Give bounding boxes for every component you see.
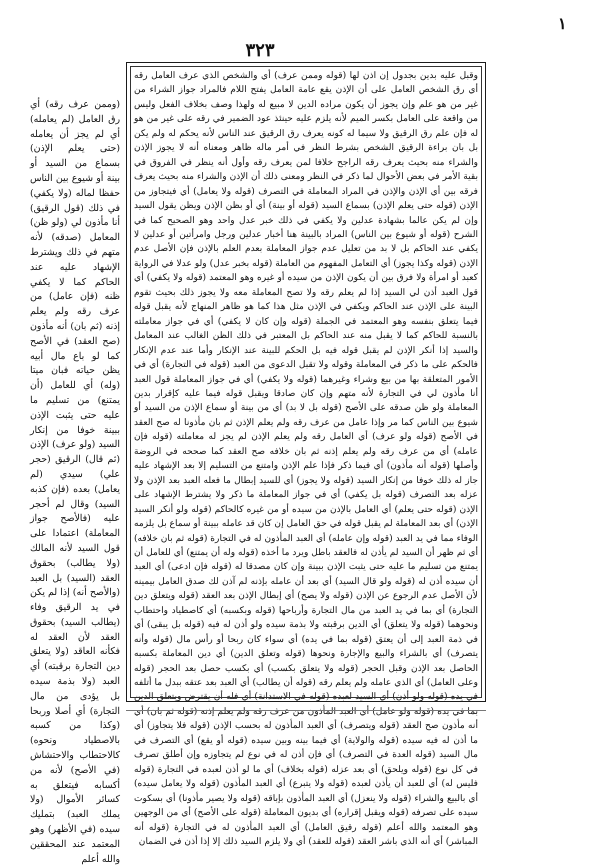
bottom-rule — [126, 710, 486, 711]
page-number: ٣٢٣ — [245, 40, 275, 61]
main-body-text: وقبل عليه بدين بجدول إن اذن لها (قوله وممن عرف) أي والشخص الذي عرف العامل رقه أي رق الشخص العامل على أن الإذن يقع عامة العامل يفتح اللام فالمراد جواز الشراء من غير من هو علم وإن يجوز أن يكون مراده الدين لا مبيع له ولهذا وصف بخلاف الفعل وليس من واقعة على العامل بكسر الميم لأنه يلزم عليه حينئذ عود الضمير في رقه على غير من هو له فإن علم رق الرقيق ولا سيما له كونه يعرف رق الرقيق عند الناس لأنه يحكم له ولم يكن بل بان براءة الرقيق الشخص بشرط النظر في أمر ماله ظاهر ومعناه أنه لا يجوز الإذن والشراء منه بحيث يعرف رقه الراجح خلافا لمن يعرف رقه وأول أنه ينظر في الفروق في بقية الأمر في بعض الأحوال لما ذكر في النظر ومعنى ذلك أن الإذن والشراء منه بحيث يعرف فرقه بين أي الإذن والإذن في المراد المعاملة في التصرف (قوله ولا يعامل) أي فيتجاوز من الإذن (قوله حتى يعلم الإذن) بسماع السيد (قوله أو بينة) أي أو بظن الإذن ويظن يقول السيد وإن لم يكن عالما بشهادة عدلين ولا يكفي في ذلك خبر عدل واحد وهو الصحيح كما في الشرح (قوله أو شيوع بين الناس) المراد بالبينة هنا أخبار عدلين ورجل وامرأتين أو عدلين لا يكفي عند الحاكم بل لا بد من تعليل عدم جواز المعاملة بعدم العلم بالإذن فإن الأصل عدم الإذن (قوله وكذا يجوز) أي التعامل المفهوم من العاملة (قوله بخبر عدل) ولو عدلا في الرواية كعبد أو امرأة ولا فرق بين أن يكون الإذن من سيده أو غيره وهو المعتمد (قوله ولا يكفي) أي قول العبد أذن لي السيد إذا لم يعلم رقه ولا تصح المعاملة معه ولا يجوز ذلك بحيث تقوم البينة على الإذن عند الحاكم ويكفي في الإذن مثل هذا كما هو ظاهر المنهاج لأنه يقبل قوله فيما يتعلق بنفسه وهو المعتمد في الجملة (قوله وإن كان لا يكفي) أي في جواز معاملته بالنسبة للحاكم كما لا يقبل منه عند الحاكم بل المعتبر في ذلك الظن الغالب عند المعامل والسيد إذا أنكر الإذن لم يقبل قوله فيه بل الحكم للبينة عند الإنكار وأما عند عدم الإنكار فالحكم على ما ذكر في المعاملة وقوله ولا تقبل الدعوى من العبد (قوله في التجارة) أي في الأمور المتعلقة بها من بيع وشراء وغيرهما (قوله ولا يكفي) أي في جواز المعاملة قول العبد أنا مأذون لي في التجارة لأنه متهم وإن كان صادقا ويقبل قوله فيما عليه كإقرار بدين المعاملة ولو ظن صدقه على الأصح (قوله بل لا بد) أي من بينة أو سماع الإذن من السيد أو شيوع بين الناس كما مر وإذا عامل من عرف رقه ولم يعلم الإذن ثم بان مأذونا له صح العقد في الأصح (قوله ولو عرف) أي العامل رقه ولم يعلم الإذن لم يجز له معاملته (قوله فإن عامله) أي من عرف رقه ولم يعلم إذنه ثم بان خلافه صح العقد كما صححه في الروضة وأصلها (قوله أنه مأذون) أي فيما ذكر فإذا علم الإذن وامتنع من التسليم إلا بعد الإشهاد عليه جاز له ذلك خوفا من إنكار السيد (قوله ولا يجوز) أي للسيد إبطال ما فعله العبد بعد الإذن ولا عزله بعد التصرف (قوله بل يكفي) أي في جواز المعاملة ما ذكر ولا يشترط الإشهاد على الإذن (قوله حتى يعلم) أي العامل بالإذن من سيده أو من غيره كالحاكم (قوله ولو أنكر السيد الإذن) أي بعد المعاملة لم يقبل قوله في حق العامل إن كان قد عامله ببينة أو سماع بل يلزمه الوفاء مما في يد العبد (قوله وإن عامله) أي العبد المأذون له في التجارة (قوله ثم بان خلافه) أي ثم ظهر أن السيد لم يأذن له فالعقد باطل ويرد ما أخذه (قوله وله أن يمتنع) أي للعامل أن يمتنع من تسليم ما عليه حتى يثبت الإذن ببينة وإن كان مصدقا له (قوله فإن ادعى) أي العبد أن سيده أذن له (قوله ولو قال السيد) أي بعد أن عامله بإذنه لم آذن لك صدق العامل بيمينه لأن الأصل عدم الرجوع عن الإذن (قوله ولا يصح) أي إبطال الإذن بعد العقد (قوله ويتعلق دين التجارة) أي بما في يد العبد من مال التجارة وأرباحها (قوله وبكسبه) أي كاصطياد واحتطاب ونحوهما (قوله ولا يتعلق) أي الدين برقبته ولا بذمة سيده ولو أذن له فيه (قوله بل يبقى) أي في ذمة العبد إلى أن يعتق (قوله بما في يده) أي سواء كان ربحا أو رأس مال (قوله وأنه يتصرف) أي بالشراء والبيع والإجارة ونحوها (قوله وتعلق الدين) أي دين المعاملة بكسبه الحاصل بعد الإذن وقبل الحجر (قوله ولا يتعلق بكسب) أي بكسب حصل بعد الحجر (قوله وعلى العامل) أي الذي عامله ولم يعلم رقه (قوله أن يطالب) أي العبد بعد عتقه ببدل ما أتلفه في يده (قوله ولو أذن) أي السيد لعبده (قوله في الاستدانة) أي فله أن يقترض ويتعلق الدين بما في يده (قوله ولو عامل) أي العبد المأذون من عرف رقه ولم يعلم إذنه (قوله ثم بان) أي أنه مأذون صح العقد (قوله ويتصرف) أي العبد المأذون له بحسب الإذن (قوله فلا يتجاوز) أي ما أذن له فيه سيده (قوله والولاية) أي فيما بينه وبين سيده (قوله أو يقع) أي التصرف في مال السيد (قوله العدة في التصرف) أي فإن أذن له في نوع لم يتجاوزه وإن أطلق تصرف في كل نوع (قوله ويلحق) أي بعد عزله (قوله بخلاف) أي ما لو أذن لعبده في التجارة (قوله فليس له) أي للعبد أن يأذن لعبده (قوله ولا يتبرع) أي العبد المأذون (قوله ولا يعامل سيده) أي بالبيع والشراء (قوله ولا ينعزل) أي العبد المأذون بإباقه (قوله ولا يصير مأذونا) أي بسكوت سيده على تصرفه (قوله ويقبل إقراره) أي بديون المعاملة (قوله على الأصح) أي من الوجهين وهو المعتمد والله أعلم (قوله رقيق العامل) أي العبد المأذون له في التجارة (قوله أنه المباشر) أي أنه الذي باشر العقد (قوله للعقد) أي ولا يلزم السيد ذلك إلا إذا أذن في الضمان — [134, 71, 478, 848]
page-corner-mark: ١ — [558, 14, 567, 33]
marginal-body-text: (وممن عرف رقه) أي رق العامل (لم يعامله) أي لم يجز أن يعامله (حتى يعلم الإذن) بسماع من السيد أو بينة أو شيوع بين الناس حفظا لماله (ولا يكفي) في ذلك (قول الرقيق) أنا مأذون لي (ولو ظن) المعامل (صدقه) لأنه متهم في ذلك ويشترط الإشهاد عليه عند الحاكم كما لا يكفي ظنه (فإن عامل) من عرف رقه ولم يعلم إذنه (ثم بان) أنه مأذون (صح العقد) في الأصح كما لو باع مال أبيه يظن حياته فبان ميتا (وله) أي للعامل (أن يمتنع) من تسليم ما عليه حتى يثبت الإذن ببينة خوفا من إنكار السيد (ولو عرف) الإذن (ثم قال) الرقيق (حجر علي) سيدي (لم يعامل) بعده (فإن كذبه السيد) وقال لم أحجر عليه (فالأصح جواز المعاملة) اعتمادا على قول السيد لأنه المالك (ولا يطالب) بحقوق العقد (السيد) بل العبد (والأصح أنه) إذا لم يكن في يد الرقيق وفاء (يطالب السيد) بحقوق العقد لأن العقد له فكأنه العاقد (ولا يتعلق دين التجارة برقبته) أي العبد (ولا بذمة سيده بل يؤدى من مال التجارة) أي أصلا وربحا (وكذا من كسبه بالاصطياد ونحوه) كالاحتطاب والاحتشاش (في الأصح) لأنه من أكسابه فيتعلق به كسائر الأموال (ولا يملك العبد) بتمليك سيده (في الأظهر) وهو المعتمد عند المحققين والله أعلم — [30, 99, 120, 865]
marginal-text-column — [30, 98, 120, 865]
main-text-frame — [126, 62, 486, 848]
